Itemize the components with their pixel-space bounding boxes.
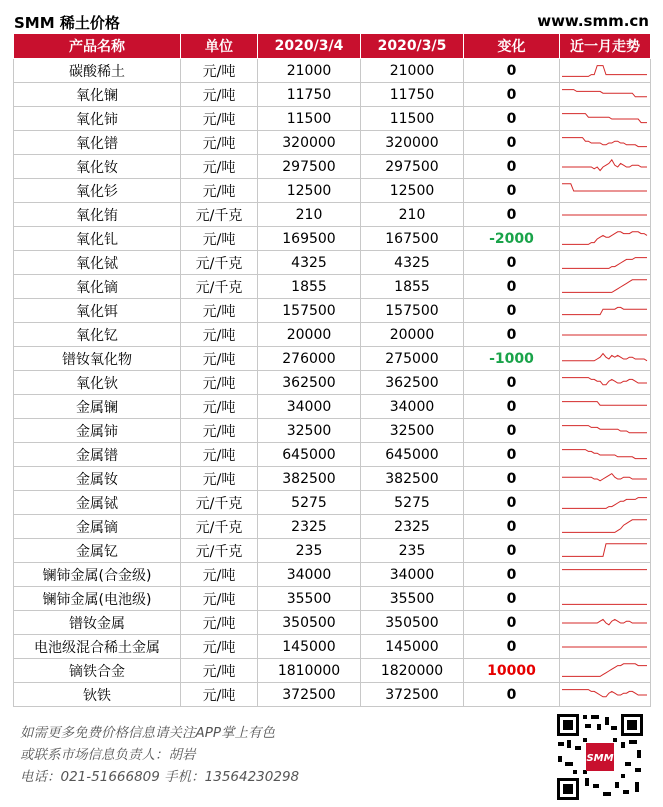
product-name: 金属铽 [14, 491, 181, 515]
table-row [14, 563, 651, 587]
trend-line [562, 543, 647, 556]
contact-footer [20, 722, 299, 788]
price-change: 0 [464, 419, 560, 443]
table-row [14, 203, 651, 227]
product-name: 氧化钕 [14, 155, 181, 179]
trend-line [562, 353, 647, 360]
product-name: 电池级混合稀土金属 [14, 635, 181, 659]
trend-sparkline-chart [560, 588, 649, 610]
unit: 元/千克 [181, 203, 258, 227]
trend-sparkline [560, 203, 651, 227]
price-date1: 145000 [258, 635, 361, 659]
product-name: 镨钕氧化物 [14, 347, 181, 371]
trend-sparkline-chart [560, 372, 649, 394]
price-change: 0 [464, 515, 560, 539]
product-name: 金属镨 [14, 443, 181, 467]
unit: 元/吨 [181, 227, 258, 251]
trend-line [562, 519, 647, 532]
table-row [14, 611, 651, 635]
unit: 元/千克 [181, 275, 258, 299]
price-date1: 5275 [258, 491, 361, 515]
table-row [14, 443, 651, 467]
table-row [14, 659, 651, 683]
trend-sparkline-chart [560, 564, 649, 586]
trend-sparkline-chart [560, 540, 649, 562]
product-name: 镨钕金属 [14, 611, 181, 635]
trend-sparkline-chart [560, 252, 649, 274]
trend-line [562, 137, 647, 146]
price-date2: 167500 [361, 227, 464, 251]
price-date1: 362500 [258, 371, 361, 395]
table-row [14, 83, 651, 107]
price-date2: 5275 [361, 491, 464, 515]
trend-sparkline-chart [560, 324, 649, 346]
trend-sparkline [560, 443, 651, 467]
trend-sparkline-chart [560, 396, 649, 418]
unit: 元/千克 [181, 491, 258, 515]
product-name: 钬铁 [14, 683, 181, 707]
trend-sparkline [560, 635, 651, 659]
price-change: 0 [464, 443, 560, 467]
trend-line [562, 65, 647, 76]
trend-line [562, 257, 647, 268]
unit: 元/吨 [181, 587, 258, 611]
table-row [14, 539, 651, 563]
price-date2: 372500 [361, 683, 464, 707]
trend-sparkline [560, 419, 651, 443]
price-date2: 34000 [361, 563, 464, 587]
price-date1: 1855 [258, 275, 361, 299]
trend-sparkline-chart [560, 612, 649, 634]
trend-sparkline [560, 491, 651, 515]
price-date2: 20000 [361, 323, 464, 347]
product-name: 氧化镝 [14, 275, 181, 299]
product-name: 氧化铕 [14, 203, 181, 227]
price-change: 0 [464, 179, 560, 203]
trend-sparkline [560, 155, 651, 179]
price-date1: 34000 [258, 563, 361, 587]
price-change: 0 [464, 371, 560, 395]
price-change: 0 [464, 491, 560, 515]
col-header-name: 产品名称 [14, 34, 181, 59]
trend-line [562, 425, 647, 432]
col-header-date2: 2020/3/5 [361, 34, 464, 59]
trend-sparkline-chart [560, 492, 649, 514]
table-row [14, 179, 651, 203]
trend-line [562, 183, 647, 190]
table-row [14, 371, 651, 395]
product-name: 镧铈金属(电池级) [14, 587, 181, 611]
trend-sparkline [560, 323, 651, 347]
unit: 元/千克 [181, 251, 258, 275]
price-change: 0 [464, 203, 560, 227]
table-row [14, 683, 651, 707]
price-date1: 11500 [258, 107, 361, 131]
trend-sparkline-chart [560, 156, 649, 178]
trend-line [562, 377, 647, 384]
footer-line-app: 如需更多免费价格信息请关注APP掌上有色 [20, 725, 276, 741]
trend-sparkline [560, 107, 651, 131]
col-header-date1: 2020/3/4 [258, 34, 361, 59]
product-name: 氧化钇 [14, 323, 181, 347]
unit: 元/吨 [181, 371, 258, 395]
price-date1: 645000 [258, 443, 361, 467]
col-header-change: 变化 [464, 34, 560, 59]
trend-line [562, 473, 647, 480]
price-date1: 235 [258, 539, 361, 563]
product-name: 金属镝 [14, 515, 181, 539]
unit: 元/吨 [181, 467, 258, 491]
trend-line [562, 401, 647, 405]
product-name: 金属钕 [14, 467, 181, 491]
unit: 元/吨 [181, 563, 258, 587]
table-header-row [14, 34, 651, 59]
trend-sparkline-chart [560, 636, 649, 658]
unit: 元/吨 [181, 419, 258, 443]
svg-text:SMM: SMM [586, 753, 614, 764]
price-change: 0 [464, 107, 560, 131]
table-row [14, 299, 651, 323]
unit: 元/吨 [181, 659, 258, 683]
price-date2: 12500 [361, 179, 464, 203]
trend-sparkline-chart [560, 108, 649, 130]
price-date1: 35500 [258, 587, 361, 611]
trend-sparkline-chart [560, 204, 649, 226]
table-row [14, 587, 651, 611]
table-row [14, 347, 651, 371]
trend-sparkline-chart [560, 228, 649, 250]
trend-sparkline [560, 563, 651, 587]
price-date2: 382500 [361, 467, 464, 491]
product-name: 金属镧 [14, 395, 181, 419]
product-name: 氧化镨 [14, 131, 181, 155]
unit: 元/吨 [181, 347, 258, 371]
table-row [14, 419, 651, 443]
price-change: 0 [464, 611, 560, 635]
price-date2: 320000 [361, 131, 464, 155]
price-change: 0 [464, 539, 560, 563]
table-row [14, 155, 651, 179]
product-name: 氧化铽 [14, 251, 181, 275]
trend-line [562, 89, 647, 96]
price-date2: 34000 [361, 395, 464, 419]
trend-sparkline-chart [560, 444, 649, 466]
price-table [13, 33, 651, 707]
trend-sparkline-chart [560, 132, 649, 154]
price-date2: 350500 [361, 611, 464, 635]
trend-sparkline-chart [560, 516, 649, 538]
table-row [14, 515, 651, 539]
trend-sparkline-chart [560, 276, 649, 298]
trend-line [562, 497, 647, 508]
unit: 元/吨 [181, 635, 258, 659]
table-row [14, 59, 651, 83]
trend-line [562, 449, 647, 458]
col-header-unit: 单位 [181, 34, 258, 59]
trend-line [562, 663, 647, 676]
page-header [14, 10, 649, 32]
trend-line [562, 113, 647, 122]
trend-sparkline-chart [560, 660, 649, 682]
unit: 元/吨 [181, 395, 258, 419]
unit: 元/吨 [181, 323, 258, 347]
product-name: 碳酸稀土 [14, 59, 181, 83]
trend-sparkline [560, 683, 651, 707]
trend-sparkline [560, 131, 651, 155]
trend-sparkline [560, 59, 651, 83]
price-change: 0 [464, 299, 560, 323]
unit: 元/吨 [181, 179, 258, 203]
footer-line-phone: 电话：021-51666809 手机：13564230298 [20, 769, 300, 785]
table-row [14, 395, 651, 419]
price-date1: 2325 [258, 515, 361, 539]
price-date1: 157500 [258, 299, 361, 323]
price-date2: 1820000 [361, 659, 464, 683]
product-name: 氧化铒 [14, 299, 181, 323]
trend-line [562, 231, 647, 244]
price-change: 0 [464, 323, 560, 347]
trend-sparkline-chart [560, 684, 649, 706]
price-date2: 2325 [361, 515, 464, 539]
trend-sparkline [560, 587, 651, 611]
price-change: -2000 [464, 227, 560, 251]
price-date1: 297500 [258, 155, 361, 179]
footer-line-contact: 或联系市场信息负责人：胡岩 [20, 747, 196, 763]
product-name: 金属铈 [14, 419, 181, 443]
price-date2: 645000 [361, 443, 464, 467]
trend-line [562, 159, 647, 170]
trend-sparkline [560, 395, 651, 419]
price-date1: 372500 [258, 683, 361, 707]
price-date1: 11750 [258, 83, 361, 107]
trend-sparkline-chart [560, 180, 649, 202]
table-row [14, 251, 651, 275]
table-row [14, 131, 651, 155]
unit: 元/吨 [181, 683, 258, 707]
price-date1: 276000 [258, 347, 361, 371]
price-date1: 20000 [258, 323, 361, 347]
trend-sparkline-chart [560, 348, 649, 370]
price-date1: 12500 [258, 179, 361, 203]
trend-sparkline [560, 179, 651, 203]
price-date2: 210 [361, 203, 464, 227]
price-date2: 32500 [361, 419, 464, 443]
price-change: 0 [464, 155, 560, 179]
trend-sparkline [560, 251, 651, 275]
trend-sparkline [560, 275, 651, 299]
price-change: 0 [464, 83, 560, 107]
price-change: 0 [464, 131, 560, 155]
price-date1: 382500 [258, 467, 361, 491]
unit: 元/吨 [181, 443, 258, 467]
price-date2: 275000 [361, 347, 464, 371]
trend-sparkline [560, 659, 651, 683]
price-change: 0 [464, 59, 560, 83]
price-date1: 210 [258, 203, 361, 227]
price-change: 0 [464, 683, 560, 707]
price-date1: 169500 [258, 227, 361, 251]
product-name: 氧化镧 [14, 83, 181, 107]
product-name: 镧铈金属(合金级) [14, 563, 181, 587]
price-change: 0 [464, 467, 560, 491]
price-change: 0 [464, 587, 560, 611]
trend-sparkline-chart [560, 420, 649, 442]
price-date2: 235 [361, 539, 464, 563]
trend-sparkline [560, 371, 651, 395]
trend-sparkline [560, 83, 651, 107]
unit: 元/吨 [181, 155, 258, 179]
unit: 元/吨 [181, 107, 258, 131]
table-row [14, 491, 651, 515]
product-name: 氧化钆 [14, 227, 181, 251]
table-row [14, 467, 651, 491]
site-url[interactable]: www.smm.cn [537, 12, 649, 30]
trend-line [562, 619, 647, 624]
table-row [14, 107, 651, 131]
price-date2: 11750 [361, 83, 464, 107]
price-change: 0 [464, 275, 560, 299]
price-change: -1000 [464, 347, 560, 371]
unit: 元/吨 [181, 83, 258, 107]
price-change: 0 [464, 395, 560, 419]
product-name: 氧化铈 [14, 107, 181, 131]
unit: 元/吨 [181, 299, 258, 323]
product-name: 金属钇 [14, 539, 181, 563]
trend-sparkline [560, 611, 651, 635]
trend-sparkline-chart [560, 60, 649, 82]
price-date2: 1855 [361, 275, 464, 299]
trend-line [562, 307, 647, 314]
price-date2: 11500 [361, 107, 464, 131]
price-date2: 145000 [361, 635, 464, 659]
table-row [14, 275, 651, 299]
trend-sparkline [560, 227, 651, 251]
trend-sparkline [560, 467, 651, 491]
price-date2: 35500 [361, 587, 464, 611]
price-date1: 4325 [258, 251, 361, 275]
trend-sparkline-chart [560, 84, 649, 106]
trend-sparkline-chart [560, 300, 649, 322]
price-date1: 350500 [258, 611, 361, 635]
price-date1: 34000 [258, 395, 361, 419]
price-change: 0 [464, 563, 560, 587]
table-row [14, 635, 651, 659]
price-date2: 21000 [361, 59, 464, 83]
unit: 元/吨 [181, 611, 258, 635]
price-change: 0 [464, 251, 560, 275]
product-name: 氧化钬 [14, 371, 181, 395]
price-date1: 32500 [258, 419, 361, 443]
unit: 元/吨 [181, 131, 258, 155]
table-row [14, 227, 651, 251]
trend-sparkline-chart [560, 468, 649, 490]
trend-line [562, 689, 647, 696]
page-title: SMM 稀土价格 [14, 14, 120, 32]
price-date1: 21000 [258, 59, 361, 83]
price-date1: 1810000 [258, 659, 361, 683]
trend-sparkline [560, 299, 651, 323]
trend-line [562, 279, 647, 292]
trend-sparkline [560, 539, 651, 563]
price-date2: 4325 [361, 251, 464, 275]
price-date1: 320000 [258, 131, 361, 155]
unit: 元/吨 [181, 59, 258, 83]
price-date2: 157500 [361, 299, 464, 323]
trend-sparkline [560, 347, 651, 371]
price-date2: 297500 [361, 155, 464, 179]
col-header-trend: 近一月走势 [560, 34, 651, 59]
unit: 元/千克 [181, 539, 258, 563]
unit: 元/千克 [181, 515, 258, 539]
product-name: 氧化钐 [14, 179, 181, 203]
table-row [14, 323, 651, 347]
trend-sparkline [560, 515, 651, 539]
qr-code-icon [555, 712, 645, 802]
price-change: 10000 [464, 659, 560, 683]
product-name: 镝铁合金 [14, 659, 181, 683]
price-change: 0 [464, 635, 560, 659]
price-date2: 362500 [361, 371, 464, 395]
